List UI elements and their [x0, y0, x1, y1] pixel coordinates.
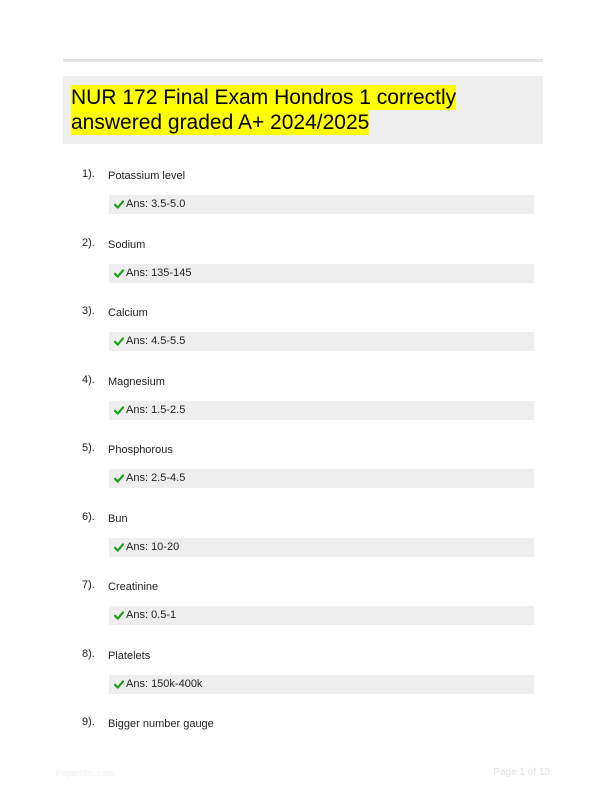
question-number: 1).	[82, 168, 95, 180]
check-icon	[114, 474, 124, 483]
question-item	[0, 305, 606, 365]
answer-box	[109, 264, 534, 283]
check-icon	[114, 337, 124, 346]
answer-box	[109, 401, 534, 420]
document-title	[71, 85, 531, 135]
document-title-highlight: NUR 172 Final Exam Hondros 1 correctly answered graded A+ 2024/2025	[71, 86, 457, 134]
question-item	[0, 579, 606, 639]
answer-text: Ans: 3.5-5.0	[126, 198, 186, 210]
top-divider	[63, 59, 543, 62]
question-text: Magnesium	[108, 376, 165, 388]
answer-box	[109, 332, 534, 351]
question-item	[0, 168, 606, 228]
check-icon	[114, 680, 124, 689]
question-number: 8).	[82, 648, 95, 660]
answer-text: Ans: 0.5-1	[126, 609, 177, 621]
question-text: Bun	[108, 513, 128, 525]
question-number: 5).	[82, 442, 95, 454]
answer-text: Ans: 1.5-2.5	[126, 404, 186, 416]
question-text: Phosphorous	[108, 444, 173, 456]
question-item	[0, 511, 606, 571]
question-number: 2).	[82, 237, 95, 249]
answer-text: Ans: 10-20	[126, 541, 180, 553]
check-icon	[114, 406, 124, 415]
answer-text: Ans: 2.5-4.5	[126, 472, 186, 484]
question-text: Creatinine	[108, 581, 159, 593]
question-item	[0, 374, 606, 434]
question-text: Platelets	[108, 650, 151, 662]
answer-box	[109, 195, 534, 214]
question-text: Bigger number gauge	[108, 718, 214, 730]
answer-box	[109, 606, 534, 625]
footer-watermark: Paperbbc.com	[56, 768, 115, 778]
check-icon	[114, 269, 124, 278]
question-number: 3).	[82, 305, 95, 317]
question-text: Calcium	[108, 307, 148, 319]
page-number: Page 1 of 13	[493, 767, 550, 778]
answer-box	[109, 469, 534, 488]
question-number: 7).	[82, 579, 95, 591]
check-icon	[114, 543, 124, 552]
answer-text: Ans: 135-145	[126, 267, 192, 279]
question-text: Potassium level	[108, 170, 186, 182]
question-item	[0, 237, 606, 297]
question-item	[0, 648, 606, 708]
title-banner	[63, 76, 543, 144]
question-item	[0, 442, 606, 502]
answer-text: Ans: 150k-400k	[126, 678, 203, 690]
check-icon	[114, 200, 124, 209]
check-icon	[114, 611, 124, 620]
answer-text: Ans: 4.5-5.5	[126, 335, 186, 347]
question-text: Sodium	[108, 239, 146, 251]
question-number: 4).	[82, 374, 95, 386]
question-number: 9).	[82, 716, 95, 728]
answer-box	[109, 538, 534, 557]
question-number: 6).	[82, 511, 95, 523]
answer-box	[109, 675, 534, 694]
